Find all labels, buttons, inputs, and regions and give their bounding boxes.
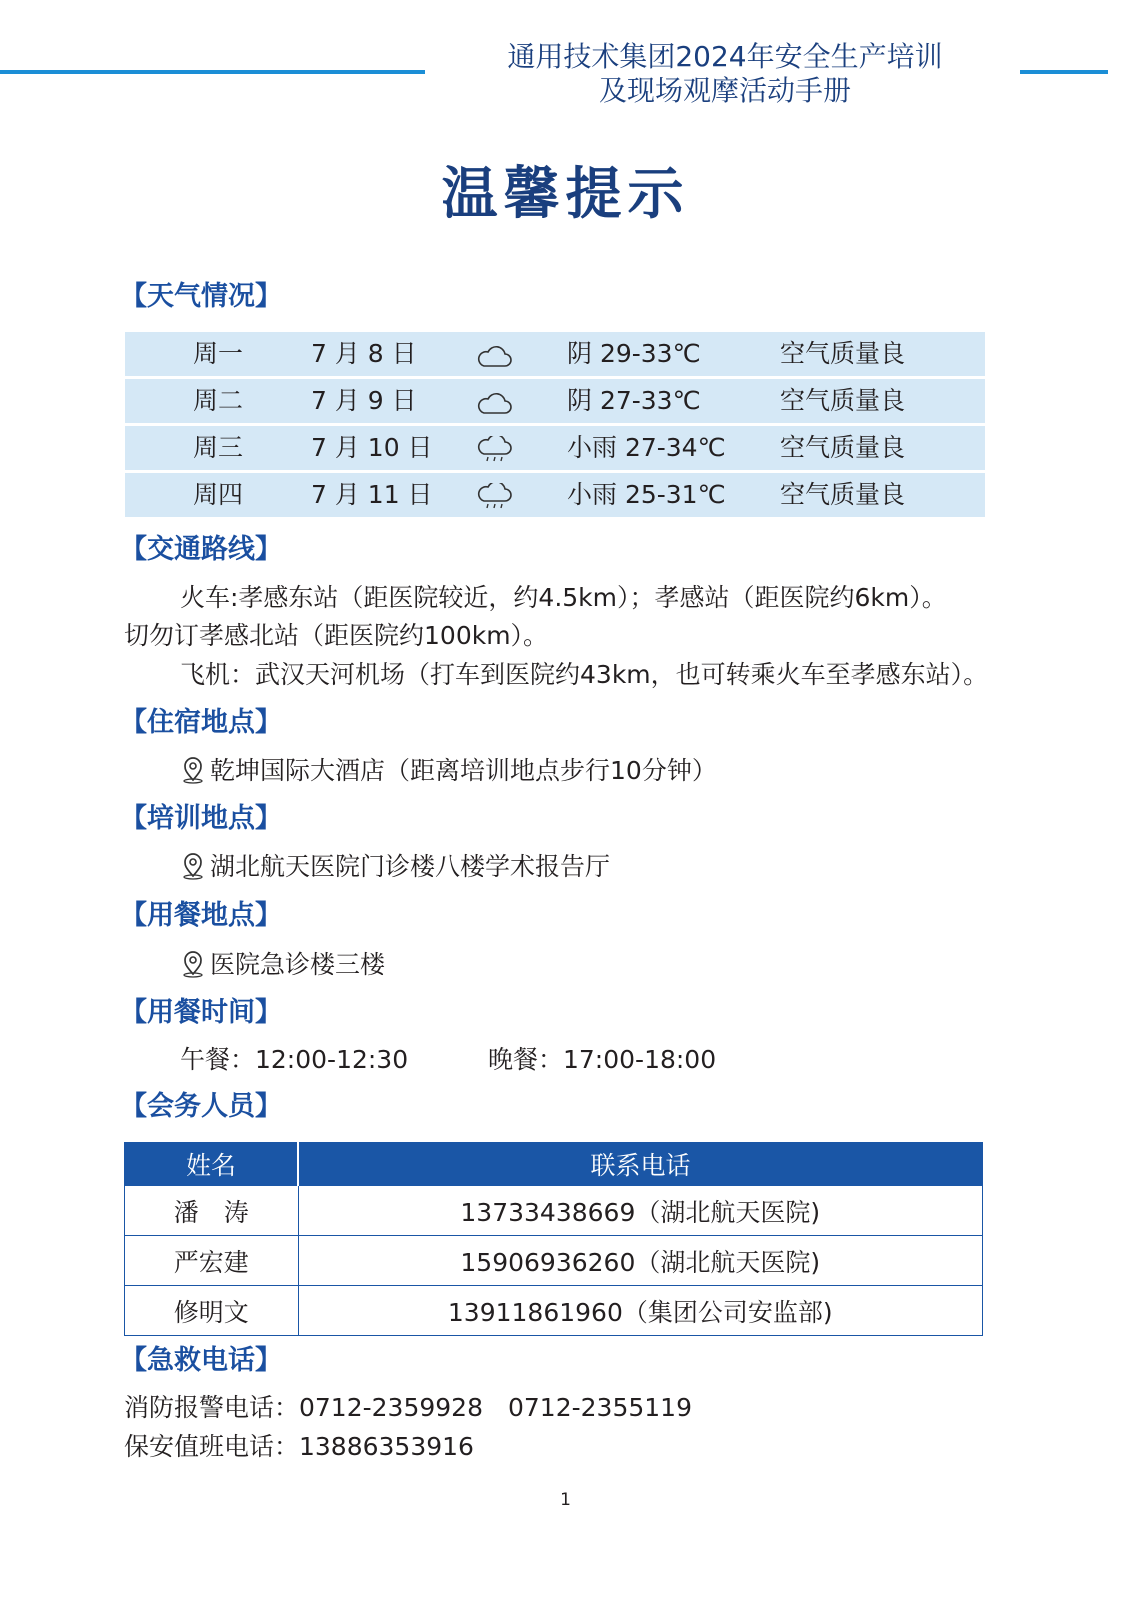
weather-date: 7 月 9 日: [311, 386, 417, 415]
section-title: 用餐时间: [147, 997, 255, 1028]
table-row: [125, 1286, 983, 1336]
plane-route-text: 飞机：武汉天河机场（打车到医院约43km，也可转乘火车至孝感东站）。: [180, 660, 989, 689]
section-heading-staff: [120, 1090, 282, 1124]
weather-air-quality: 空气质量良: [780, 480, 906, 509]
section-heading-training: [120, 802, 282, 836]
weather-day: 周三: [193, 433, 244, 462]
training-text: 湖北航天医院门诊楼八楼学术报告厅: [210, 852, 611, 881]
page-number: 1: [560, 1490, 571, 1510]
section-title: 急救电话: [147, 1345, 255, 1376]
location-pin-icon: [180, 852, 206, 880]
bracket-close: 】: [255, 803, 282, 834]
weather-row: [125, 332, 985, 376]
section-heading-dining-time: [120, 996, 282, 1030]
section-title: 天气情况: [147, 281, 255, 312]
light-rain-icon: [475, 481, 515, 509]
light-rain-icon: [475, 434, 515, 462]
train-route-text: 火车:孝感东站（距医院较近，约4.5km）；孝感站（距医院约6km）。: [180, 583, 947, 612]
bracket-open: 【: [120, 803, 147, 834]
page-title: 温馨提示: [441, 161, 690, 227]
section-title: 培训地点: [147, 803, 255, 834]
section-heading-traffic: [120, 533, 282, 567]
weather-air-quality: 空气质量良: [780, 433, 906, 462]
weather-temp: 阴 27-33℃: [567, 386, 701, 415]
bracket-close: 】: [255, 1345, 282, 1376]
lunch-time: 午餐：12:00-12:30: [180, 1045, 409, 1074]
section-heading-lodging: [120, 706, 282, 740]
staff-contact-table: [124, 1142, 983, 1336]
section-title: 住宿地点: [147, 707, 255, 738]
section-heading-dining-place: [120, 899, 282, 933]
section-title: 交通路线: [147, 534, 255, 565]
bracket-close: 】: [255, 534, 282, 565]
location-pin-icon: [180, 756, 206, 784]
bracket-open: 【: [120, 1345, 147, 1376]
cloudy-icon: [475, 387, 515, 415]
training-location: [180, 852, 610, 882]
bracket-open: 【: [120, 1091, 147, 1122]
weather-table: [125, 332, 985, 520]
bracket-open: 【: [120, 707, 147, 738]
dining-text: 医院急诊楼三楼: [210, 950, 386, 979]
bracket-open: 【: [120, 534, 147, 565]
section-heading-emergency: [120, 1344, 282, 1378]
fire-alarm-phone: 消防报警电话：0712-2359928 0712-2355119: [124, 1393, 692, 1422]
weather-date: 7 月 10 日: [311, 433, 433, 462]
weather-date: 7 月 11 日: [311, 480, 433, 509]
column-header-phone: 联系电话: [298, 1143, 983, 1186]
lodging-text: 乾坤国际大酒店（距离培训地点步行10分钟）: [210, 756, 717, 785]
weather-temp: 小雨 27-34℃: [567, 433, 726, 462]
weather-row: [125, 379, 985, 423]
lodging-location: [180, 756, 717, 786]
staff-name: 潘 涛: [125, 1186, 299, 1236]
staff-phone: 13911861960（集团公司安监部): [298, 1286, 983, 1336]
dinner-time: 晚餐：17:00-18:00: [488, 1045, 717, 1074]
table-row: [125, 1186, 983, 1236]
weather-day: 周四: [193, 480, 244, 509]
weather-row: [125, 426, 985, 470]
weather-air-quality: 空气质量良: [780, 339, 906, 368]
bracket-close: 】: [255, 707, 282, 738]
train-route-warning: 切勿订孝感北站（距医院约100km）。: [124, 621, 549, 650]
handbook-title: [470, 40, 980, 108]
weather-air-quality: 空气质量良: [780, 386, 906, 415]
section-title: 会务人员: [147, 1091, 255, 1122]
dining-location: [180, 950, 385, 980]
weather-row: [125, 473, 985, 517]
weather-day: 周一: [193, 339, 244, 368]
bracket-close: 】: [255, 1091, 282, 1122]
bracket-close: 】: [255, 900, 282, 931]
cloudy-icon: [475, 340, 515, 368]
bracket-open: 【: [120, 900, 147, 931]
column-header-name: 姓名: [125, 1143, 299, 1186]
staff-phone: 15906936260（湖北航天医院): [298, 1236, 983, 1286]
handbook-title-line2: 及现场观摩活动手册: [598, 74, 851, 107]
bracket-close: 】: [255, 997, 282, 1028]
bracket-open: 【: [120, 281, 147, 312]
weather-date: 7 月 8 日: [311, 339, 417, 368]
weather-day: 周二: [193, 386, 244, 415]
location-pin-icon: [180, 950, 206, 978]
bracket-close: 】: [255, 281, 282, 312]
handbook-title-line1: 通用技术集团2024年安全生产培训: [507, 40, 943, 73]
header-rule-right: [1020, 70, 1108, 74]
staff-phone: 13733438669（湖北航天医院): [298, 1186, 983, 1236]
weather-temp: 阴 29-33℃: [567, 339, 701, 368]
table-header-row: [125, 1143, 983, 1186]
section-heading-weather: [120, 280, 282, 314]
bracket-open: 【: [120, 997, 147, 1028]
staff-name: 修明文: [125, 1286, 299, 1336]
table-row: [125, 1236, 983, 1286]
header-rule-left: [0, 70, 425, 74]
section-title: 用餐地点: [147, 900, 255, 931]
security-duty-phone: 保安值班电话：13886353916: [124, 1432, 474, 1461]
staff-name: 严宏建: [125, 1236, 299, 1286]
weather-temp: 小雨 25-31℃: [567, 480, 726, 509]
